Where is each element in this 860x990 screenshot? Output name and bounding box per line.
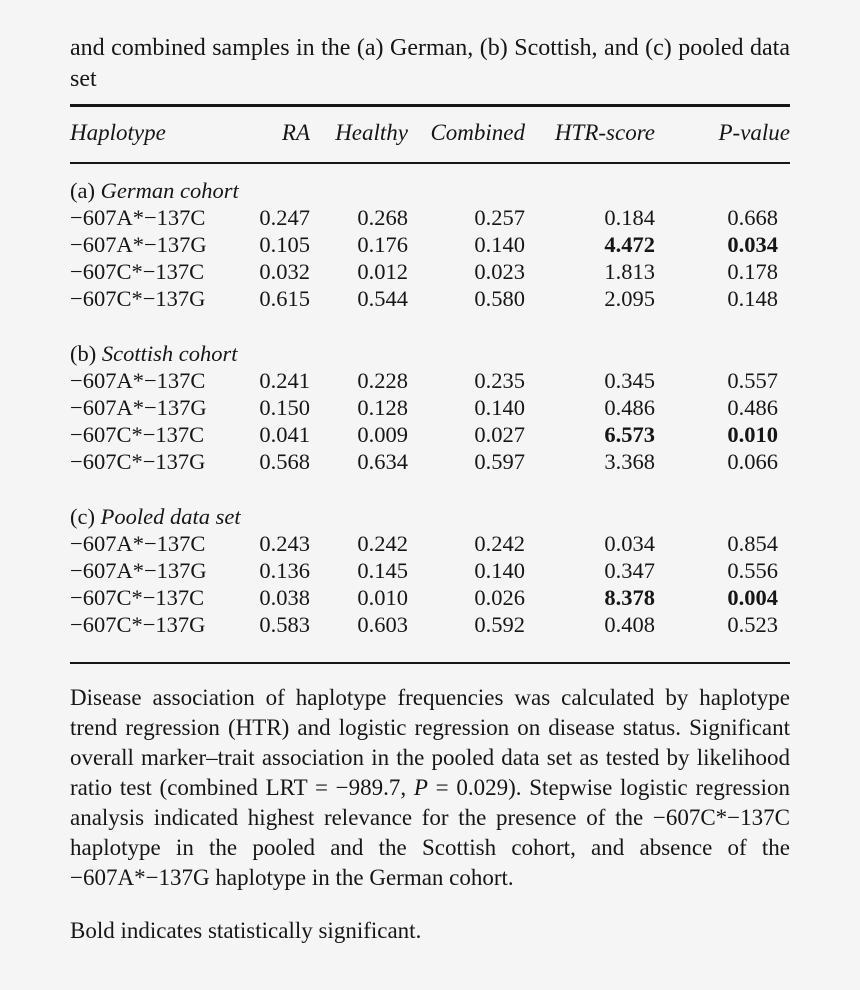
ra-cell: 0.041 <box>259 421 310 447</box>
ra-cell: 0.241 <box>259 367 310 393</box>
table-caption: and combined samples in the (a) German, (b) Scottish, and (c) pooled data set <box>70 35 790 92</box>
table-row <box>70 421 790 448</box>
healthy-cell: 0.009 <box>357 421 408 447</box>
ra-cell: 0.150 <box>259 394 310 420</box>
htr-score-cell: 0.034 <box>604 530 655 556</box>
htr-score-cell: 2.095 <box>604 285 655 311</box>
table-header <box>70 107 790 163</box>
p-value-cell: 0.486 <box>727 394 778 420</box>
table-row <box>70 204 790 231</box>
htr-score-cell: 0.345 <box>604 367 655 393</box>
column-header-haplotype: Haplotype <box>70 107 240 163</box>
p-value-cell: 0.148 <box>727 285 778 311</box>
combined-cell: 0.026 <box>474 584 525 610</box>
haplotype-cell: −607C*−137G <box>70 448 206 474</box>
table-row <box>70 448 790 475</box>
column-header-p-value: P-value <box>655 107 790 163</box>
table-row <box>70 530 790 557</box>
healthy-cell: 0.603 <box>357 611 408 637</box>
table-footnote <box>70 683 790 893</box>
healthy-cell: 0.145 <box>357 557 408 583</box>
htr-score-cell: 6.573 <box>604 421 655 447</box>
table-row <box>70 231 790 258</box>
p-value-cell: 0.066 <box>727 448 778 474</box>
section-heading <box>70 475 790 530</box>
section-heading <box>70 312 790 367</box>
htr-score-cell: 4.472 <box>604 231 655 257</box>
column-header-healthy: Healthy <box>310 107 408 163</box>
combined-cell: 0.023 <box>474 258 525 284</box>
ra-cell: 0.038 <box>259 584 310 610</box>
section-title: Pooled data set <box>100 503 241 529</box>
htr-score-cell: 0.184 <box>604 204 655 230</box>
ra-cell: 0.243 <box>259 530 310 556</box>
section-scottish <box>70 312 790 475</box>
section-title: German cohort <box>100 177 239 203</box>
ra-cell: 0.247 <box>259 204 310 230</box>
table-row <box>70 611 790 638</box>
haplotype-cell: −607C*−137C <box>70 258 205 284</box>
ra-cell: 0.032 <box>259 258 310 284</box>
haplotype-cell: −607A*−137G <box>70 394 207 420</box>
combined-cell: 0.235 <box>474 367 525 393</box>
section-prefix: (a) <box>70 177 95 203</box>
htr-score-cell: 0.408 <box>604 611 655 637</box>
haplotype-cell: −607C*−137G <box>70 285 206 311</box>
table-row <box>70 584 790 611</box>
p-value-cell: 0.178 <box>727 258 778 284</box>
healthy-cell: 0.544 <box>357 285 408 311</box>
healthy-cell: 0.228 <box>357 367 408 393</box>
p-value-cell: 0.523 <box>727 611 778 637</box>
haplotype-table <box>70 107 790 638</box>
healthy-cell: 0.010 <box>357 584 408 610</box>
combined-cell: 0.592 <box>474 611 525 637</box>
column-header-combined: Combined <box>408 107 525 163</box>
ra-cell: 0.136 <box>259 557 310 583</box>
combined-cell: 0.140 <box>474 394 525 420</box>
p-value-cell: 0.557 <box>727 367 778 393</box>
haplotype-cell: −607A*−137C <box>70 367 206 393</box>
healthy-cell: 0.176 <box>357 231 408 257</box>
p-value-cell: 0.668 <box>727 204 778 230</box>
footnote-text-part1: Disease association of haplotype frequencies was calculated by haplotype trend regression (HTR) and logistic regression on disease status. Significant overall marker–trait association in the pooled data set as tested by likelihood ratio test (combined LRT = −989.7, <box>70 685 790 800</box>
haplotype-cell: −607C*−137C <box>70 584 205 610</box>
section-german <box>70 163 790 312</box>
haplotype-cell: −607A*−137G <box>70 557 207 583</box>
combined-cell: 0.027 <box>474 421 525 447</box>
combined-cell: 0.257 <box>474 204 525 230</box>
p-symbol: P <box>413 775 428 800</box>
table-bottom-rule <box>70 662 790 665</box>
p-value-cell: 0.010 <box>727 421 778 447</box>
healthy-cell: 0.268 <box>357 204 408 230</box>
combined-cell: 0.597 <box>474 448 525 474</box>
p-value-cell: 0.004 <box>727 584 778 610</box>
column-header-ra: RA <box>240 107 310 163</box>
haplotype-cell: −607A*−137G <box>70 231 207 257</box>
table-row <box>70 258 790 285</box>
haplotype-cell: −607C*−137C <box>70 421 205 447</box>
healthy-cell: 0.128 <box>357 394 408 420</box>
ra-cell: 0.583 <box>259 611 310 637</box>
htr-score-cell: 3.368 <box>604 448 655 474</box>
combined-cell: 0.580 <box>474 285 525 311</box>
footnote-text-part2: = 0.029). Stepwise logistic regression analysis indicated highest relevance for the presence of the −607C*−137C haplotype in the pooled and the Scottish cohort, and absence of the −607A*−137G haplotype in the German cohort. <box>70 775 791 890</box>
healthy-cell: 0.242 <box>357 530 408 556</box>
haplotype-cell: −607A*−137C <box>70 204 206 230</box>
p-value-cell: 0.034 <box>727 231 778 257</box>
combined-cell: 0.140 <box>474 557 525 583</box>
htr-score-cell: 1.813 <box>604 258 655 284</box>
table-row <box>70 367 790 394</box>
haplotype-cell: −607C*−137G <box>70 611 206 637</box>
haplotype-cell: −607A*−137C <box>70 530 206 556</box>
p-value-cell: 0.556 <box>727 557 778 583</box>
combined-cell: 0.242 <box>474 530 525 556</box>
section-title: Scottish cohort <box>101 340 238 366</box>
healthy-cell: 0.634 <box>357 448 408 474</box>
table-header-row <box>70 107 790 163</box>
footnote-bold-note: Bold indicates statistically significant. <box>70 918 422 943</box>
p-value-cell: 0.854 <box>727 530 778 556</box>
section-prefix: (c) <box>70 503 95 529</box>
section-prefix: (b) <box>70 340 97 366</box>
table-row <box>70 285 790 312</box>
table-row <box>70 557 790 584</box>
healthy-cell: 0.012 <box>357 258 408 284</box>
htr-score-cell: 8.378 <box>604 584 655 610</box>
htr-score-cell: 0.347 <box>604 557 655 583</box>
combined-cell: 0.140 <box>474 231 525 257</box>
ra-cell: 0.568 <box>259 448 310 474</box>
section-heading <box>70 163 790 204</box>
table-row <box>70 394 790 421</box>
ra-cell: 0.105 <box>259 231 310 257</box>
htr-score-cell: 0.486 <box>604 394 655 420</box>
column-header-htr-score: HTR-score <box>525 107 655 163</box>
section-pooled <box>70 475 790 638</box>
ra-cell: 0.615 <box>259 285 310 311</box>
